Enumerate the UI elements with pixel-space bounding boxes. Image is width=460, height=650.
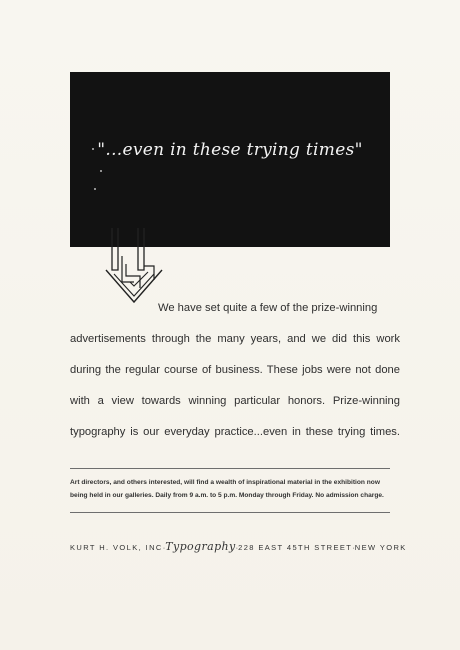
company-name: KURT H. VOLK, INC [70, 543, 163, 552]
street-address: 228 EAST 45TH STREET [238, 543, 353, 552]
headline: "...even in these trying times" [97, 140, 363, 160]
divider [70, 512, 390, 513]
footer-signature [70, 540, 407, 553]
body-line: advertisements through the many years, and we did this work [70, 333, 400, 345]
notice-line: Art directors, and others interested, will find a wealth of inspirational material in the exhibition now [70, 479, 380, 486]
separator-dot: · [162, 543, 166, 552]
city: NEW YORK [354, 543, 407, 552]
headline-panel [70, 72, 390, 247]
notice-line: being held in our galleries. Daily from 9 a.m. to 5 p.m. Monday through Friday. No admission charge. [70, 492, 384, 499]
body-line: during the regular course of business. These jobs were not done [70, 364, 400, 376]
body-copy [70, 293, 400, 448]
star-dot [94, 188, 96, 190]
body-line: with a view towards winning particular honors. Prize-winning [70, 395, 400, 407]
star-dot [92, 148, 94, 150]
separator-dot: · [235, 543, 239, 552]
exhibition-notice [70, 476, 390, 502]
divider [70, 468, 390, 469]
body-line: We have set quite a few of the prize-winning [158, 302, 378, 314]
typography-script: Typography [165, 540, 236, 553]
body-line: typography is our everyday practice...even in these trying times. [70, 426, 400, 438]
separator-dot: · [352, 543, 355, 552]
star-dot [100, 170, 102, 172]
